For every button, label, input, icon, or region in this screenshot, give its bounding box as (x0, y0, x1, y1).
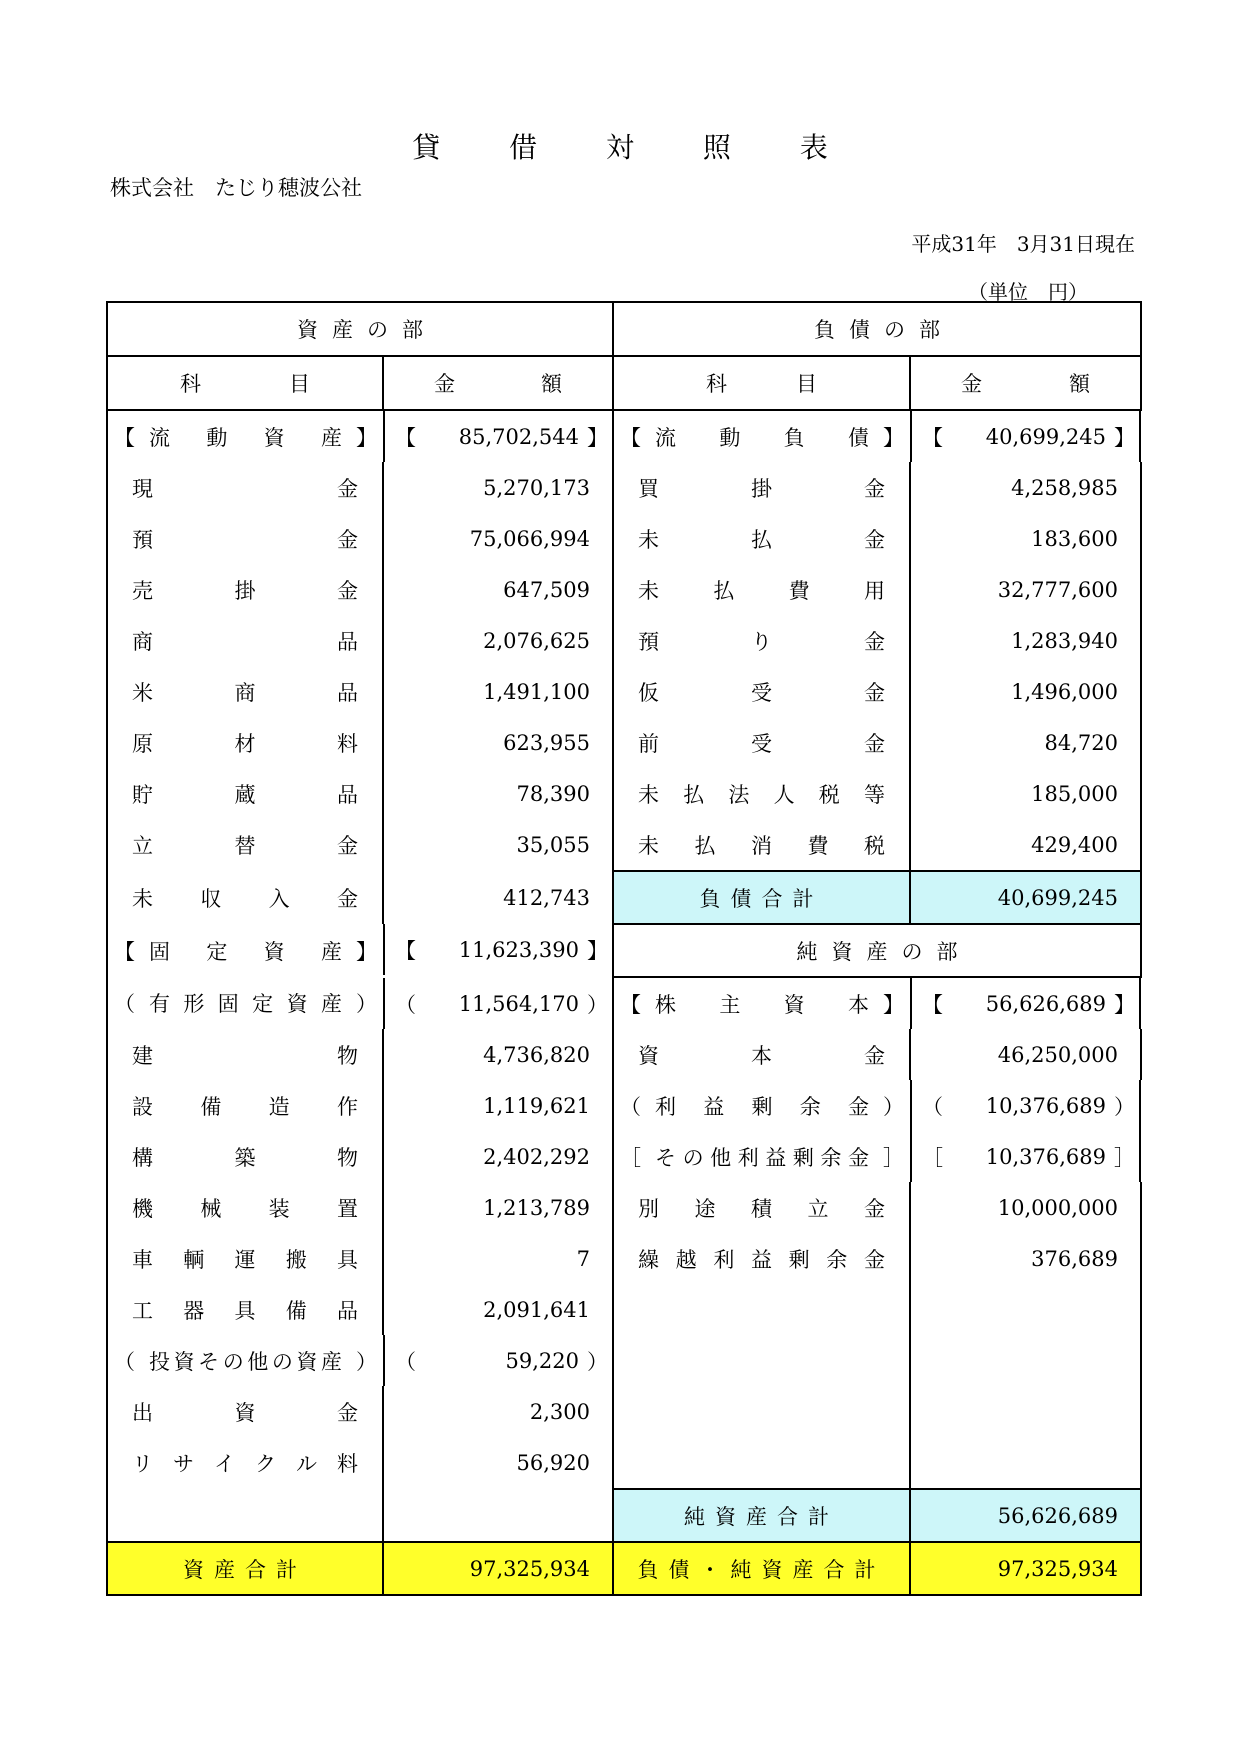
total-label: 負債合計 (699, 886, 824, 911)
left-item-cell (107, 666, 383, 717)
item-label: 機 械 装 置 (132, 1196, 358, 1221)
item-label: 商 品 (132, 629, 358, 654)
open-bracket: ［ (922, 1145, 943, 1170)
table-row (107, 1182, 1141, 1233)
left-item-cell (107, 977, 383, 1029)
table-row (107, 1489, 1141, 1542)
company-name: 株式会社 たじり穂波公社 (110, 176, 362, 200)
left-amount-cell: 97,325,934 (383, 1542, 613, 1595)
item-label: 未 払 法 人 税 等 (638, 782, 885, 807)
amount-value: 10,376,689 (985, 1144, 1106, 1169)
item-label: 出 資 金 (132, 1400, 358, 1425)
item-label: 別 途 積 立 金 (638, 1196, 885, 1221)
total-label: 資産合計 (183, 1557, 307, 1582)
left-item-cell (107, 615, 383, 666)
right-amount-cell: 46,250,000 (910, 1029, 1141, 1080)
right-amount-cell (910, 1284, 1141, 1335)
right-amount-cell (910, 1131, 1141, 1182)
right-item-cell (613, 1182, 910, 1233)
item-label: 未 払 消 費 税 (638, 833, 885, 858)
close-bracket: ） (356, 1349, 377, 1374)
right-item-cell (613, 1437, 910, 1489)
left-amount-cell: 35,055 (383, 819, 613, 871)
table-row (107, 1542, 1141, 1595)
item-label: 預 金 (132, 527, 358, 552)
table-row (107, 615, 1141, 666)
left-item-cell (107, 871, 383, 924)
left-amount-cell: 1,491,100 (383, 666, 613, 717)
item-label: 未 収 入 金 (132, 886, 358, 911)
group-label: そ の 他 利 益 剰 余 金 (655, 1145, 869, 1170)
table-row (107, 871, 1141, 924)
table-row (107, 564, 1141, 615)
liabilities-amount-header (910, 356, 1141, 410)
left-amount-cell (383, 1335, 612, 1386)
right-amount-cell (910, 1437, 1141, 1489)
right-item-cell (613, 1080, 910, 1131)
close-bracket: 】 (356, 939, 377, 964)
close-bracket: 】 (1114, 425, 1135, 450)
table-row (107, 924, 1141, 977)
open-bracket: （ (114, 1349, 135, 1374)
left-item-cell (107, 564, 383, 615)
as-of-date: 平成31年 3月31日現在 (911, 232, 1135, 256)
right-item-cell (613, 1029, 910, 1080)
close-bracket: ） (587, 1349, 608, 1374)
right-item-cell (613, 977, 910, 1029)
right-item-cell (613, 768, 910, 819)
open-bracket: 【 (395, 425, 416, 450)
group-label: 利 益 剰 余 金 (655, 1094, 869, 1119)
total-label: 純資産合計 (684, 1504, 839, 1529)
right-amount-cell (910, 1335, 1141, 1386)
assets-item-header (107, 356, 383, 410)
right-item-cell (613, 462, 910, 513)
left-amount-cell: 1,213,789 (383, 1182, 613, 1233)
open-bracket: 【 (620, 992, 641, 1017)
open-bracket: 【 (620, 425, 641, 450)
open-bracket: 【 (395, 938, 416, 963)
left-item-cell (107, 462, 383, 513)
right-item-cell (613, 564, 910, 615)
item-label: 仮 受 金 (638, 680, 885, 705)
item-label: 設 備 造 作 (132, 1094, 358, 1119)
left-amount-cell (383, 411, 612, 462)
item-label: 繰 越 利 益 剰 余 金 (638, 1247, 885, 1272)
item-label: 構 築 物 (132, 1145, 358, 1170)
table-row (107, 1131, 1141, 1182)
right-amount-cell: 40,699,245 (910, 871, 1141, 924)
item-label: 立 替 金 (132, 834, 358, 858)
right-item-cell (613, 410, 910, 462)
item-label: 未 払 費 用 (638, 578, 885, 603)
right-amount-cell: 183,600 (910, 513, 1141, 564)
group-label: 投 資 そ の 他 の 資 産 (149, 1349, 342, 1374)
table-row (107, 462, 1141, 513)
amount-value: 59,220 (505, 1348, 579, 1373)
left-amount-cell: 78,390 (383, 768, 613, 819)
unit-label: （単位 円） (968, 280, 1088, 304)
left-amount-cell: 4,736,820 (383, 1029, 613, 1080)
close-bracket: 】 (883, 425, 904, 450)
amount-header-text: 金 額 (434, 372, 562, 396)
assets-amount-header (383, 356, 613, 410)
group-label: 株 主 資 本 (655, 992, 869, 1017)
left-amount-cell: 56,920 (383, 1437, 613, 1489)
group-label: 有 形 固 定 資 産 (149, 992, 342, 1016)
open-bracket: （ (922, 1094, 943, 1119)
left-item-cell (107, 1080, 383, 1131)
net-assets-section-header: 純資産の部 (613, 924, 1141, 977)
right-amount-cell: 376,689 (910, 1233, 1141, 1284)
group-label: 流 動 資 産 (149, 425, 342, 450)
item-label: 前 受 金 (638, 731, 885, 756)
open-bracket: （ (395, 992, 416, 1017)
left-item-cell (107, 768, 383, 819)
close-bracket: ］ (883, 1145, 904, 1170)
left-amount-cell: 2,076,625 (383, 615, 613, 666)
table-row (107, 410, 1141, 462)
left-amount-cell (383, 978, 612, 1029)
right-item-cell (613, 871, 910, 924)
right-amount-cell (910, 1386, 1141, 1437)
item-label: リ サ イ ク ル 料 (132, 1452, 358, 1476)
table-row (107, 977, 1141, 1029)
right-item-cell (613, 717, 910, 768)
table-row (107, 1029, 1141, 1080)
left-amount-cell: 7 (383, 1233, 613, 1284)
right-amount-cell: 1,496,000 (910, 666, 1141, 717)
left-item-cell (107, 1182, 383, 1233)
right-amount-cell: 10,000,000 (910, 1182, 1141, 1233)
open-bracket: （ (114, 992, 135, 1016)
amount-value: 40,699,245 (985, 424, 1106, 449)
item-header-text: 科 目 (706, 372, 817, 396)
close-bracket: 】 (587, 938, 608, 963)
close-bracket: ］ (1114, 1145, 1135, 1170)
item-label: 車 輌 運 搬 具 (132, 1247, 358, 1272)
item-label: 売 掛 金 (132, 578, 358, 603)
open-bracket: 【 (114, 939, 135, 964)
item-label: 現 金 (132, 476, 358, 501)
assets-section-header: 資産の部 (107, 302, 613, 356)
right-item-cell (613, 615, 910, 666)
left-item-cell (107, 1437, 383, 1489)
document-title: 貸 借 対 照 表 (412, 131, 858, 164)
left-amount-cell: 412,743 (383, 871, 613, 924)
open-bracket: （ (620, 1094, 641, 1119)
item-label: 資 本 金 (638, 1043, 885, 1068)
left-amount-cell: 623,955 (383, 717, 613, 768)
right-item-cell (613, 1284, 910, 1335)
table-row (107, 666, 1141, 717)
item-label: 貯 蔵 品 (132, 782, 358, 807)
amount-header-text: 金 額 (961, 372, 1090, 396)
table-row (107, 1284, 1141, 1335)
left-item-cell (107, 924, 383, 977)
open-bracket: （ (395, 1349, 416, 1374)
item-label: 未 払 金 (638, 527, 885, 552)
table-row (107, 717, 1141, 768)
open-bracket: 【 (114, 425, 135, 450)
right-amount-cell: 1,283,940 (910, 615, 1141, 666)
left-amount-cell (383, 1489, 613, 1542)
close-bracket: 】 (587, 425, 608, 450)
left-amount-cell: 2,300 (383, 1386, 613, 1437)
item-label: 建 物 (132, 1043, 358, 1068)
right-amount-cell: 97,325,934 (910, 1542, 1141, 1595)
close-bracket: ） (356, 992, 377, 1016)
liabilities-section-header: 負債の部 (613, 302, 1141, 356)
table-row (107, 1335, 1141, 1386)
close-bracket: ） (883, 1094, 904, 1119)
right-item-cell (613, 513, 910, 564)
left-item-cell (107, 717, 383, 768)
table-row (107, 1233, 1141, 1284)
right-amount-cell: 429,400 (910, 819, 1141, 871)
left-amount-cell: 2,402,292 (383, 1131, 613, 1182)
left-amount-cell: 5,270,173 (383, 462, 613, 513)
open-bracket: 【 (922, 425, 943, 450)
amount-value: 56,626,689 (985, 991, 1106, 1016)
left-amount-cell: 647,509 (383, 564, 613, 615)
right-amount-cell (910, 1080, 1141, 1131)
close-bracket: 】 (883, 992, 904, 1017)
right-item-cell (613, 1489, 910, 1542)
right-item-cell (613, 819, 910, 871)
close-bracket: ） (1114, 1094, 1135, 1119)
right-amount-cell: 84,720 (910, 717, 1141, 768)
total-label: 負債・純資産合計 (637, 1557, 886, 1582)
left-item-cell (107, 410, 383, 462)
close-bracket: 】 (1114, 992, 1135, 1017)
table-row (107, 768, 1141, 819)
amount-value: 11,623,390 (458, 937, 579, 962)
left-item-cell (107, 513, 383, 564)
item-label: 工 器 具 備 品 (132, 1298, 358, 1323)
balance-sheet-table (106, 301, 1142, 1596)
table-row (107, 1080, 1141, 1131)
left-amount-cell: 1,119,621 (383, 1080, 613, 1131)
amount-value: 85,702,544 (458, 424, 579, 449)
right-item-cell (613, 1233, 910, 1284)
left-amount-cell: 75,066,994 (383, 513, 613, 564)
item-label: 原 材 料 (132, 731, 358, 756)
table-row (107, 819, 1141, 871)
right-item-cell (613, 1542, 910, 1595)
left-item-cell (107, 1335, 383, 1386)
amount-value: 11,564,170 (458, 991, 579, 1016)
left-item-cell (107, 1386, 383, 1437)
right-item-cell (613, 666, 910, 717)
right-item-cell (613, 1386, 910, 1437)
right-amount-cell: 56,626,689 (910, 1489, 1141, 1542)
item-label: 買 掛 金 (638, 476, 885, 501)
left-item-cell (107, 1284, 383, 1335)
left-amount-cell: 2,091,641 (383, 1284, 613, 1335)
right-item-cell (613, 1131, 910, 1182)
left-item-cell (107, 1131, 383, 1182)
right-amount-cell: 185,000 (910, 768, 1141, 819)
open-bracket: ［ (620, 1145, 641, 1170)
right-amount-cell (910, 411, 1141, 462)
left-item-cell (107, 1233, 383, 1284)
right-amount-cell: 32,777,600 (910, 564, 1141, 615)
open-bracket: 【 (922, 992, 943, 1017)
left-amount-cell (383, 924, 612, 975)
close-bracket: ） (587, 992, 608, 1017)
table-row (107, 513, 1141, 564)
liabilities-item-header (613, 356, 910, 410)
right-item-cell (613, 1335, 910, 1386)
close-bracket: 】 (356, 425, 377, 450)
right-amount-cell: 4,258,985 (910, 462, 1141, 513)
table-row (107, 1386, 1141, 1437)
left-item-cell (107, 1542, 383, 1595)
group-label: 流 動 負 債 (655, 425, 869, 450)
item-label: 米 商 品 (132, 680, 358, 705)
left-item-cell (107, 1029, 383, 1080)
left-item-cell (107, 819, 383, 871)
table-row (107, 1437, 1141, 1489)
right-amount-cell (910, 978, 1141, 1029)
group-label: 固 定 資 産 (149, 939, 342, 964)
item-header-text: 科 目 (180, 372, 310, 396)
amount-value: 10,376,689 (985, 1093, 1106, 1118)
item-label: 預 り 金 (638, 629, 885, 654)
left-item-cell (107, 1489, 383, 1542)
